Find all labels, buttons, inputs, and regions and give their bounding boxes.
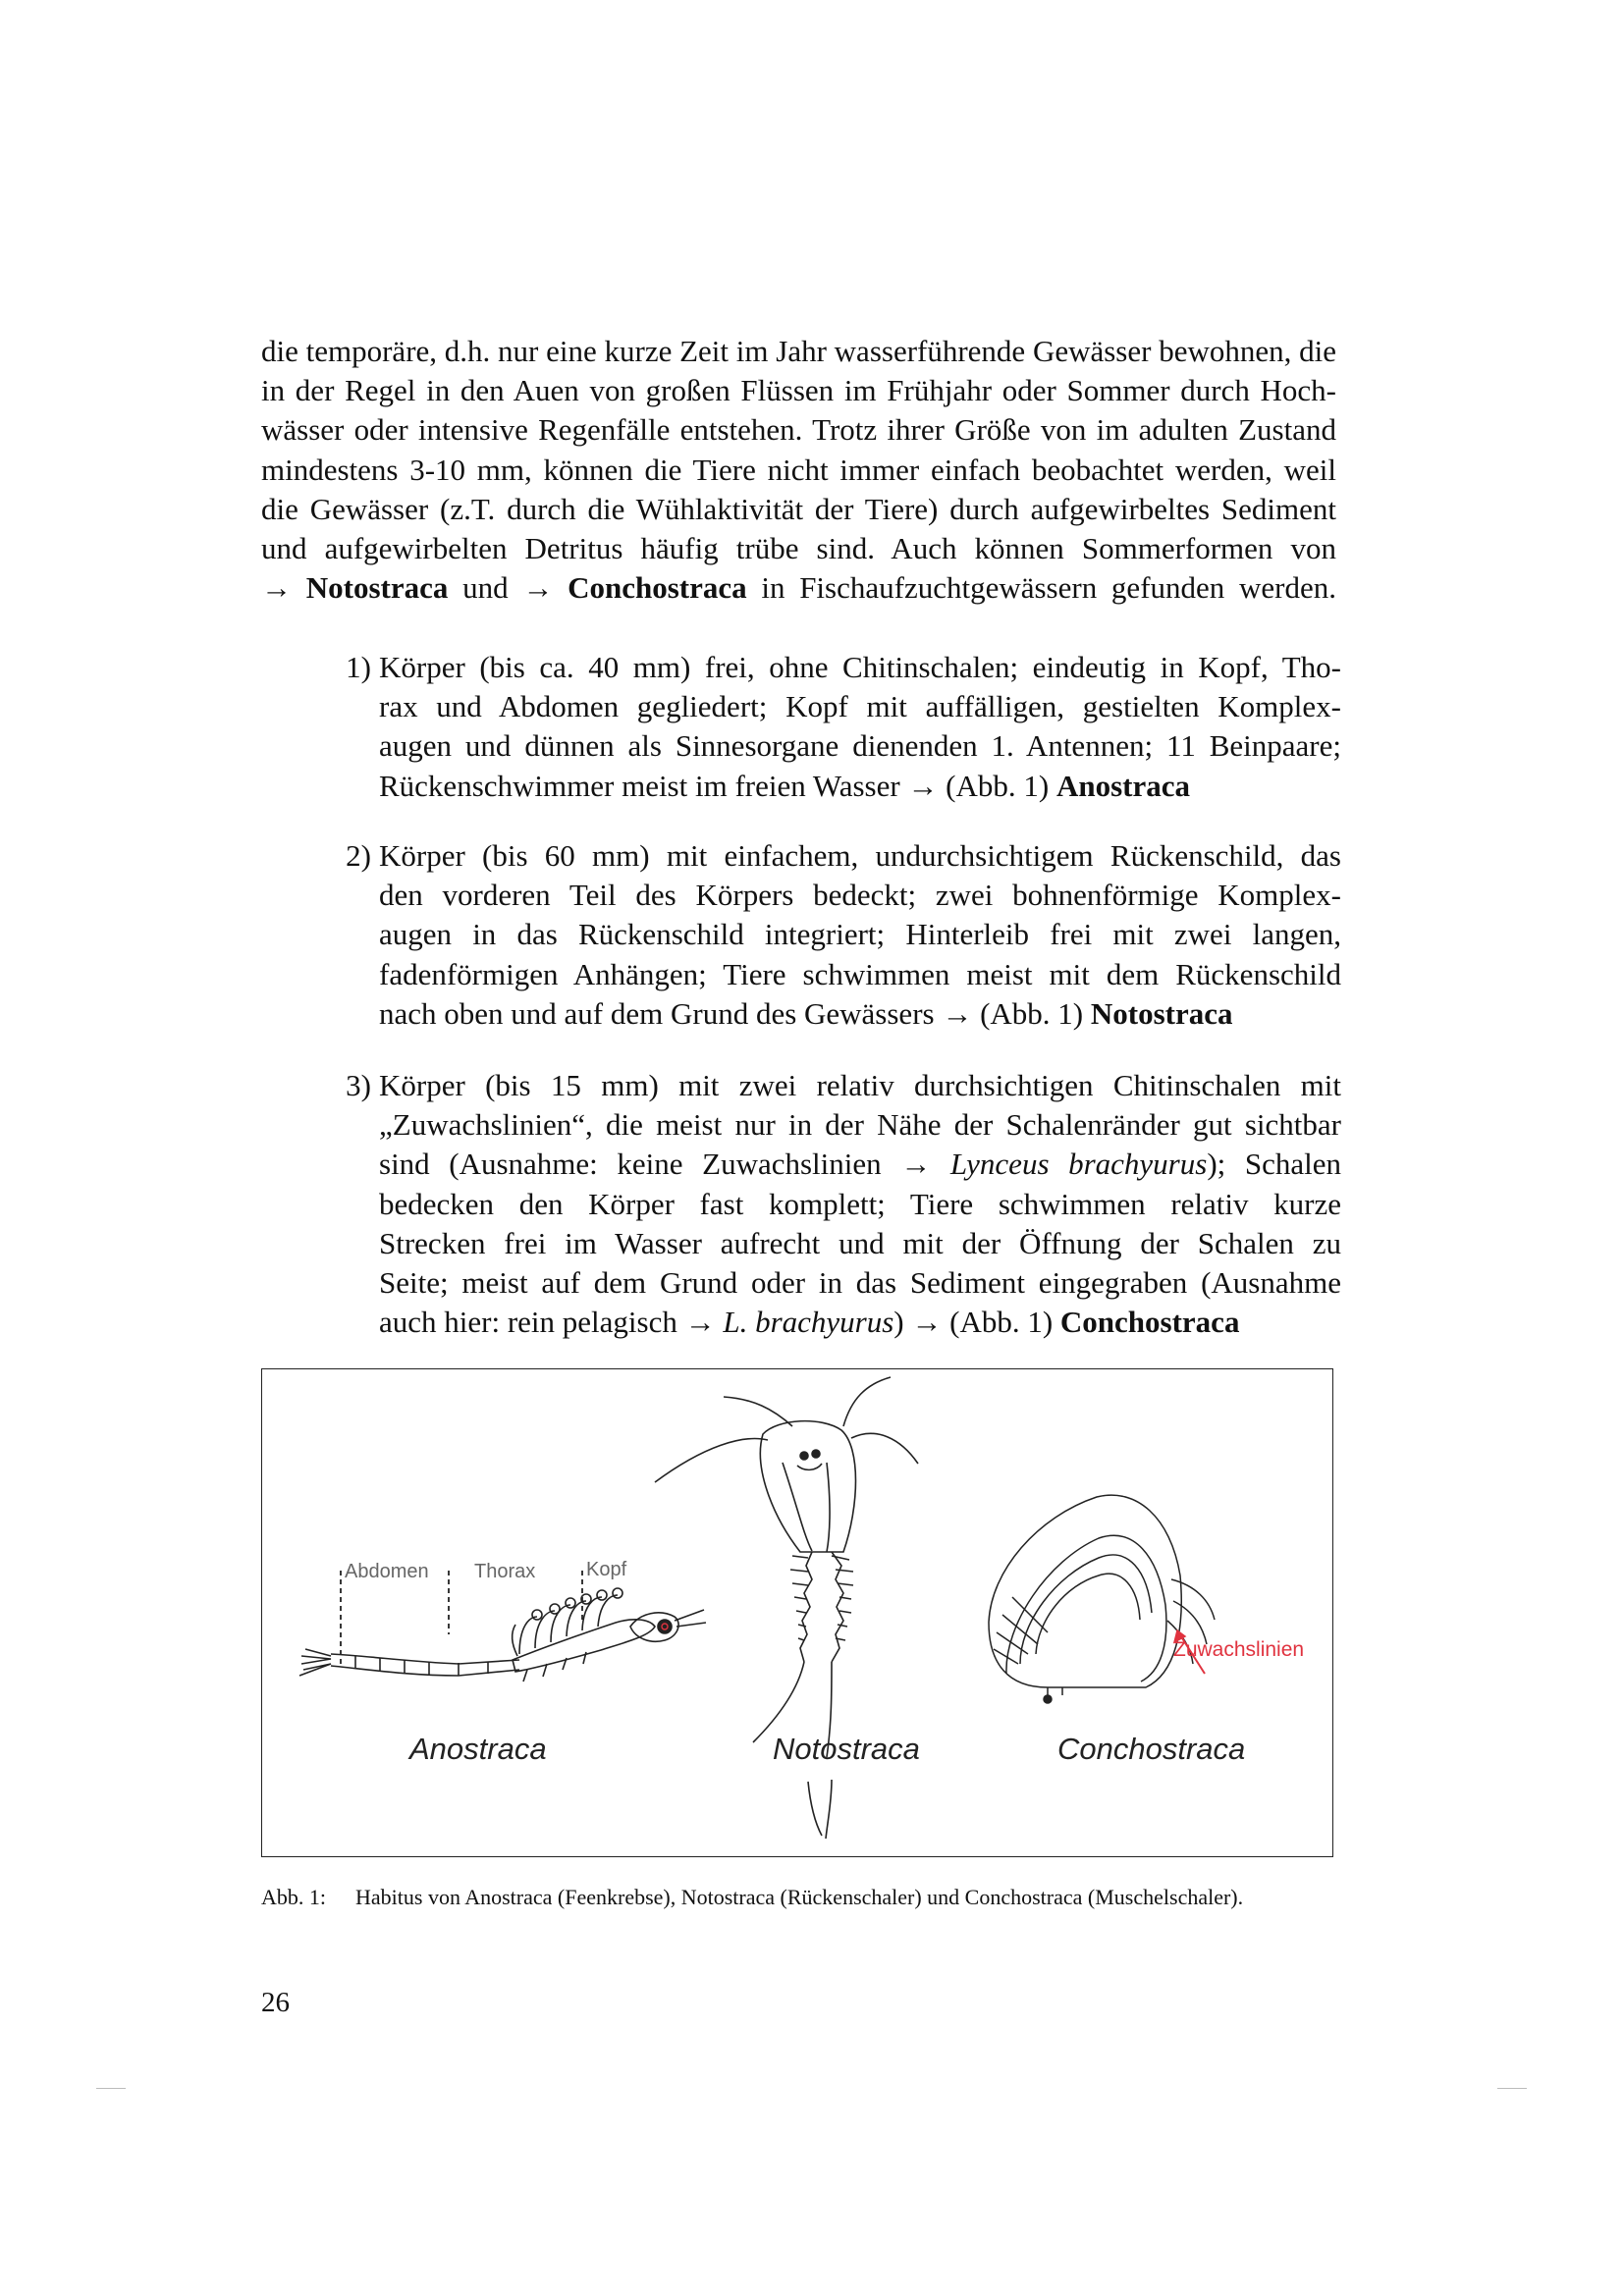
key-result-anostraca: Anostraca — [1055, 768, 1191, 803]
key-species-name: L. brachyurus — [723, 1305, 894, 1340]
figure-caption — [261, 1884, 1341, 1911]
key-line: fadenförmigen Anhängen; Tiere schwimmen meist mit dem Rückenschild — [379, 956, 1341, 991]
key-line: Seite; meist auf dem Grund oder in das Sediment eingegraben (Ausnahme — [379, 1265, 1341, 1301]
intro-line: und aufgewirbelten Detritus häufig trübe sind. Auch können Sommerformen von — [261, 531, 1336, 566]
intro-line: die temporäre, d.h. nur eine kurze Zeit im Jahr wasserführende Gewässer bewohnen, die — [261, 334, 1336, 368]
intro-text: in Fischaufzuchtgewässern gefunden werden. — [746, 570, 1336, 606]
key-text: ); Schalen — [1207, 1147, 1341, 1182]
key-line: bedecken den Körper fast komplett; Tiere schwimmen relativ kurze — [379, 1186, 1341, 1221]
intro-term-conchostraca: Conchostraca — [568, 570, 747, 606]
intro-line-last — [261, 568, 1336, 608]
key-body — [379, 1066, 1341, 1342]
intro-line: in der Regel in den Auen von großen Flüssen im Frühjahr oder Sommer durch Hoch- — [261, 373, 1336, 408]
intro-paragraph — [261, 332, 1336, 608]
key-line: Körper (bis 60 mm) mit einfachem, undurchsichtigem Rückenschild, das — [379, 838, 1341, 873]
key-text: nach oben und auf dem Grund des Gewässers → (Abb. 1) — [379, 995, 1091, 1031]
key-body — [379, 648, 1341, 806]
key-line: Körper (bis 15 mm) mit zwei relativ durchsichtigen Chitinschalen mit — [379, 1068, 1341, 1102]
key-body — [379, 836, 1341, 1034]
key-text: sind (Ausnahme: keine Zuwachslinien → — [379, 1147, 950, 1182]
key-number: 1) — [346, 650, 371, 684]
key-line: Strecken frei im Wasser aufrecht und mit der Öffnung der Schalen zu — [379, 1225, 1341, 1260]
key-line: den vorderen Teil des Körpers bedeckt; zwei bohnenförmige Komplex- — [379, 878, 1341, 913]
key-number: 3) — [346, 1068, 371, 1102]
key-line: augen in das Rückenschild integriert; Hinterleib frei mit zwei langen, — [379, 917, 1341, 952]
label-abdomen: Abdomen — [345, 1561, 429, 1582]
key-species-name: Lynceus brachyurus — [949, 1147, 1208, 1182]
notostraca-drawing — [655, 1377, 918, 1839]
name-notostraca: Notostraca — [773, 1732, 920, 1766]
intro-line: wässer oder intensive Regenfälle entstehen. Trotz ihrer Größe von im adulten Zustand — [261, 412, 1336, 448]
key-line — [379, 1145, 1341, 1184]
key-line: Körper (bis ca. 40 mm) frei, ohne Chitinschalen; eindeutig in Kopf, Tho- — [379, 650, 1341, 684]
habitus-drawing — [262, 1369, 1334, 1858]
key-text: Rückenschwimmer meist im freien Wasser → (Abb. 1) — [379, 768, 1056, 803]
key-text: auch hier: rein pelagisch → — [379, 1305, 724, 1340]
key-line — [379, 994, 1341, 1034]
label-kopf: Kopf — [586, 1559, 627, 1580]
crop-mark-left — [96, 2088, 126, 2089]
intro-text: und → — [448, 570, 568, 606]
crop-mark-right — [1497, 2088, 1527, 2089]
key-line — [379, 1303, 1341, 1342]
name-anostraca: Anostraca — [409, 1732, 547, 1766]
name-conchostraca: Conchostraca — [1057, 1732, 1246, 1766]
conchostraca-drawing — [989, 1495, 1215, 1703]
key-line — [379, 767, 1341, 806]
label-thorax: Thorax — [474, 1561, 536, 1582]
label-zuwachslinien: Zuwachslinien — [1173, 1638, 1305, 1661]
intro-line: die Gewässer (z.T. durch die Wühlaktivität der Tiere) durch aufgewirbeltes Sediment — [261, 491, 1336, 526]
anostraca-drawing — [299, 1571, 706, 1682]
caption-text: Habitus von Anostraca (Feenkrebse), Notostraca (Rückenschaler) und Conchostraca (Muschelschaler). — [355, 1885, 1244, 1909]
key-text: ) → (Abb. 1) — [893, 1305, 1060, 1340]
key-number: 2) — [346, 838, 371, 873]
key-result-notostraca: Notostraca — [1090, 995, 1233, 1031]
intro-term-notostraca: Notostraca — [305, 570, 449, 606]
key-line: rax und Abdomen gegliedert; Kopf mit auffälligen, gestielten Komplex- — [379, 689, 1341, 724]
key-line: augen und dünnen als Sinnesorgane dienenden 1. Antennen; 11 Beinpaare; — [379, 728, 1341, 764]
intro-text: → — [261, 570, 306, 606]
page-number: 26 — [261, 1987, 290, 2018]
key-line: „Zuwachslinien“, die meist nur in der Nähe der Schalenränder gut sichtbar — [379, 1107, 1341, 1143]
caption-label: Abb. 1: — [261, 1885, 326, 1909]
key-result-conchostraca: Conchostraca — [1059, 1305, 1240, 1340]
intro-line: mindestens 3-10 mm, können die Tiere nicht immer einfach beobachtet werden, weil — [261, 452, 1336, 487]
figure-habitus — [261, 1368, 1333, 1857]
